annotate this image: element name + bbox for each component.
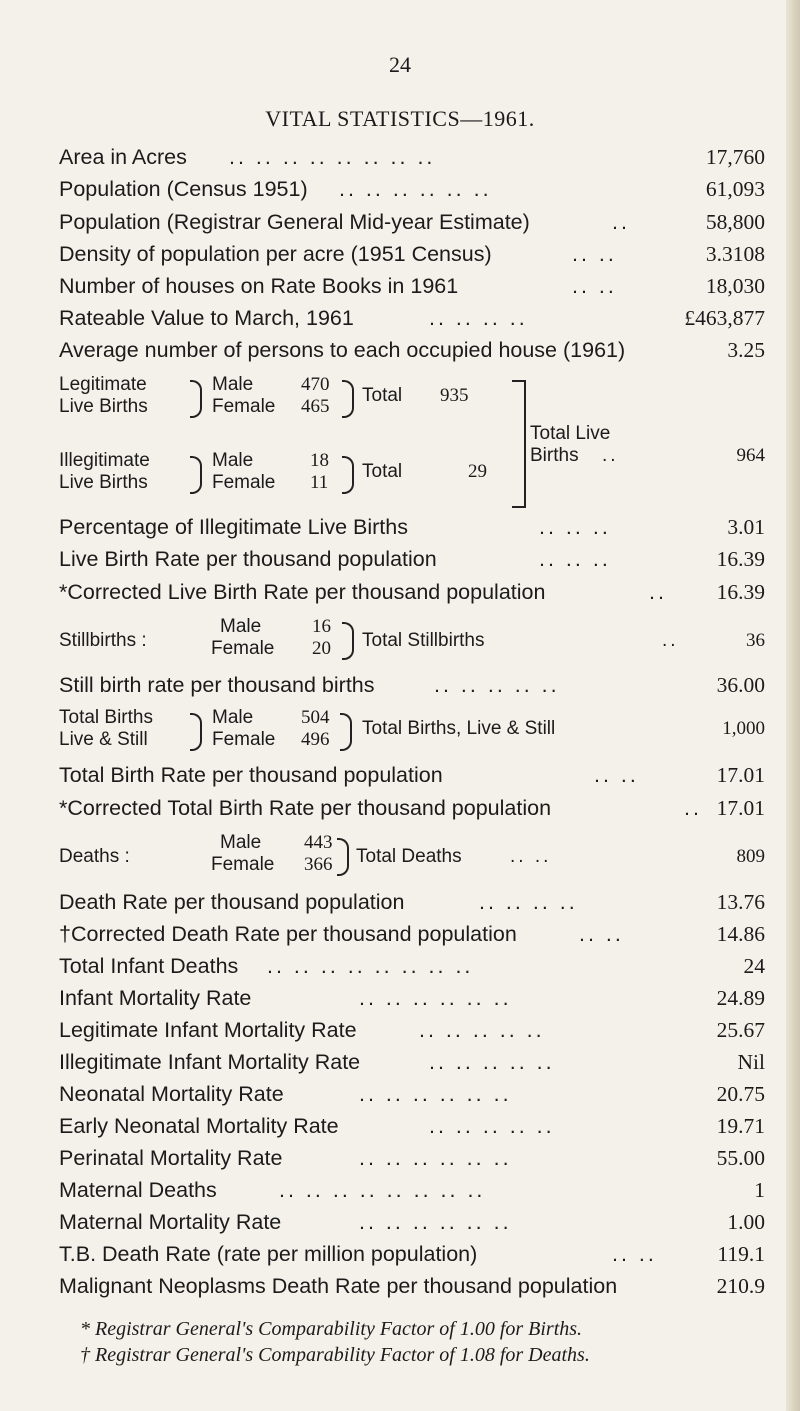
stat-value: 17,760: [705, 145, 765, 169]
stat-label: Early Neonatal Mortality Rate: [59, 1114, 339, 1138]
stat-value: 58,800: [705, 210, 765, 234]
stat-value: 19.71: [716, 1114, 765, 1138]
stat-row-early-neonatal-mortality: [59, 1114, 765, 1144]
legitimate-brace: [190, 380, 202, 418]
stat-value: 36.00: [716, 673, 765, 697]
stat-value: 3.3108: [705, 242, 765, 266]
stat-label: Average number of persons to each occupied house (1961): [59, 338, 626, 362]
stat-row-houses: [59, 274, 765, 304]
deaths-female-value: 366: [304, 854, 333, 875]
legitimate-male-label: Male: [212, 374, 254, 395]
legitimate-female-value: 465: [301, 396, 330, 417]
total-births-total-brace: [340, 713, 352, 751]
total-births-label: Total Births: [59, 707, 153, 728]
illegitimate-female-label: Female: [212, 472, 276, 493]
stat-row-maternal-deaths: [59, 1178, 765, 1208]
stat-label: Number of houses on Rate Books in 1961: [59, 274, 459, 298]
leader-dots: .. .. ..: [539, 515, 611, 539]
stat-label: Live Birth Rate per thousand population: [59, 547, 437, 571]
stat-label: †Corrected Death Rate per thousand population: [59, 922, 517, 946]
stat-row-corrected-live-birth-rate: [59, 580, 765, 610]
stat-row-live-birth-rate: [59, 547, 765, 577]
stat-value: 24.89: [716, 986, 765, 1010]
stat-row-tb-death-rate: [59, 1242, 765, 1272]
stillbirths-female-value: 20: [312, 638, 331, 659]
live-and-still-label: Live & Still: [59, 729, 148, 750]
leader-dots: .. ..: [572, 242, 617, 266]
legitimate-live-births-label: Live Births: [59, 396, 148, 417]
leader-dots: .. ..: [594, 763, 639, 787]
total-births-female-label: Female: [212, 729, 276, 750]
stat-value: 16.39: [716, 580, 765, 604]
stat-value: 25.67: [716, 1018, 765, 1042]
total-live-value: 964: [736, 445, 765, 466]
stat-label: Density of population per acre (1951 Census): [59, 242, 492, 266]
stat-label: Infant Mortality Rate: [59, 986, 252, 1010]
stat-row-maternal-mortality: [59, 1210, 765, 1240]
leader-dots: .. .. .. .. .. ..: [359, 1082, 512, 1106]
stat-row-infant-mortality-rate: [59, 986, 765, 1016]
total-births-brace: [190, 713, 202, 751]
deaths-total-label: Total Deaths: [356, 846, 462, 867]
stat-label: Legitimate Infant Mortality Rate: [59, 1018, 357, 1042]
leader-dots: .. .. .. ..: [429, 306, 528, 330]
total-births-total-label: Total Births, Live & Still: [362, 718, 556, 739]
stat-row-malignant-neoplasms: [59, 1274, 765, 1304]
stat-value: 13.76: [716, 890, 765, 914]
stat-row-corrected-total-birth-rate: [59, 796, 765, 826]
illegitimate-live-births-label: Live Births: [59, 472, 148, 493]
stat-label: T.B. Death Rate (rate per million population): [59, 1242, 478, 1266]
stat-row-total-infant-deaths: [59, 954, 765, 984]
stillbirths-label: Stillbirths :: [59, 630, 147, 651]
stillbirths-male-value: 16: [312, 616, 331, 637]
total-births-female-value: 496: [301, 729, 330, 750]
stat-value: 3.25: [727, 338, 765, 362]
legitimate-total-brace: [342, 380, 354, 418]
stat-value: 119.1: [717, 1242, 765, 1266]
stat-label: Population (Registrar General Mid-year Estimate): [59, 210, 530, 234]
stat-value: 14.86: [716, 922, 765, 946]
stat-label: Area in Acres: [59, 145, 187, 169]
total-live-bracket: [512, 380, 526, 508]
stat-label: *Corrected Total Birth Rate per thousand population: [59, 796, 552, 820]
leader-dots: .. .. ..: [539, 547, 611, 571]
stat-value: 1: [754, 1178, 765, 1202]
stat-row-population-estimate: [59, 210, 765, 240]
stat-label: Total Birth Rate per thousand population: [59, 763, 443, 787]
stat-label: Malignant Neoplasms Death Rate per thousand population: [59, 1274, 618, 1298]
total-live-label: Total Live: [530, 423, 611, 444]
stat-row-rateable-value: [59, 306, 765, 336]
deaths-male-label: Male: [220, 832, 262, 853]
deaths-male-value: 443: [304, 832, 333, 853]
illegitimate-total-brace: [342, 456, 354, 494]
illegitimate-male-value: 18: [310, 450, 329, 471]
stat-label: Perinatal Mortality Rate: [59, 1146, 283, 1170]
total-live-births-label: Births: [530, 445, 579, 466]
leader-dots: .. ..: [510, 846, 552, 867]
stat-value: 16.39: [716, 547, 765, 571]
stat-value: 210.9: [716, 1274, 765, 1298]
leader-dots: ..: [662, 630, 679, 651]
leader-dots: .. .. .. .. .. ..: [359, 1146, 512, 1170]
stat-value: 55.00: [716, 1146, 765, 1170]
legitimate-label: Legitimate: [59, 374, 147, 395]
leader-dots: .. .. .. .. ..: [434, 673, 560, 697]
illegitimate-brace: [190, 456, 202, 494]
stat-row-population-census: [59, 177, 765, 207]
stat-row-illegitimate-infant-mortality: [59, 1050, 765, 1080]
stat-row-still-birth-rate: [59, 673, 765, 703]
deaths-label: Deaths :: [59, 846, 130, 867]
legitimate-male-value: 470: [301, 374, 330, 395]
total-births-male-value: 504: [301, 707, 330, 728]
stillbirths-female-label: Female: [211, 638, 275, 659]
stat-value: 61,093: [705, 177, 765, 201]
stat-label: Maternal Mortality Rate: [59, 1210, 282, 1234]
leader-dots: .. .. .. ..: [479, 890, 578, 914]
stat-row-neonatal-mortality: [59, 1082, 765, 1112]
page-edge-shadow: [786, 0, 800, 1411]
stat-value: 17.01: [716, 763, 765, 787]
stillbirths-total-label: Total Stillbirths: [362, 630, 485, 651]
legitimate-female-label: Female: [212, 396, 276, 417]
stat-row-density: [59, 242, 765, 272]
stat-row-persons-per-house: [59, 338, 765, 368]
stillbirths-total-value: 36: [746, 630, 765, 651]
stat-label: Percentage of Illegitimate Live Births: [59, 515, 408, 539]
legitimate-total-value: 935: [440, 385, 469, 406]
footnote-deaths: † Registrar General's Comparability Factor of 1.08 for Deaths.: [80, 1344, 590, 1366]
deaths-female-label: Female: [211, 854, 275, 875]
stat-value: 17.01: [716, 796, 765, 820]
page-title: VITAL STATISTICS—1961.: [265, 106, 535, 131]
leader-dots: .. ..: [579, 922, 624, 946]
legitimate-total-label: Total: [362, 385, 403, 406]
stat-label: Death Rate per thousand population: [59, 890, 405, 914]
stat-value: £463,877: [684, 306, 765, 330]
stat-value: 20.75: [716, 1082, 765, 1106]
illegitimate-female-value: 11: [310, 472, 329, 493]
stat-label: Neonatal Mortality Rate: [59, 1082, 284, 1106]
leader-dots: .. ..: [612, 1242, 657, 1266]
leader-dots: .. .. .. .. .. ..: [339, 177, 492, 201]
stat-row-illegitimate-percentage: [59, 515, 765, 545]
footnote-births: * Registrar General's Comparability Factor of 1.00 for Births.: [80, 1318, 583, 1340]
leader-dots: .. .. .. .. .. ..: [359, 986, 512, 1010]
stat-row-legitimate-infant-mortality: [59, 1018, 765, 1048]
stat-row-total-birth-rate: [59, 763, 765, 793]
total-births-total-value: 1,000: [722, 718, 765, 739]
leader-dots: ..: [649, 580, 667, 604]
stat-label: Illegitimate Infant Mortality Rate: [59, 1050, 361, 1074]
leader-dots: .. .. .. .. ..: [429, 1050, 555, 1074]
illegitimate-total-label: Total: [362, 461, 403, 482]
stat-label: Maternal Deaths: [59, 1178, 217, 1202]
stat-row-death-rate: [59, 890, 765, 920]
leader-dots: .. .. .. .. .. .. .. ..: [267, 954, 474, 978]
stat-label: *Corrected Live Birth Rate per thousand population: [59, 580, 546, 604]
stat-label: Total Infant Deaths: [59, 954, 239, 978]
illegitimate-male-label: Male: [212, 450, 254, 471]
leader-dots: .. .. .. .. .. ..: [359, 1210, 512, 1234]
leader-dots: ..: [602, 445, 619, 466]
stat-value: Nil: [737, 1050, 765, 1074]
leader-dots: ..: [684, 796, 702, 820]
stat-label: Still birth rate per thousand births: [59, 673, 375, 697]
page-number: 24: [389, 52, 411, 77]
leader-dots: .. .. .. .. .. .. .. ..: [279, 1178, 486, 1202]
stat-value: 1.00: [727, 1210, 765, 1234]
leader-dots: .. .. .. .. .. .. .. ..: [229, 145, 436, 169]
stillbirths-brace: [342, 622, 354, 660]
leader-dots: .. .. .. .. ..: [419, 1018, 545, 1042]
stat-label: Rateable Value to March, 1961: [59, 306, 354, 330]
leader-dots: .. ..: [572, 274, 617, 298]
stat-value: 3.01: [727, 515, 765, 539]
deaths-total-value: 809: [736, 846, 765, 867]
leader-dots: .. .. .. .. ..: [429, 1114, 555, 1138]
illegitimate-total-value: 29: [468, 461, 487, 482]
illegitimate-label: Illegitimate: [59, 450, 150, 471]
stat-row-corrected-death-rate: [59, 922, 765, 952]
stat-value: 24: [743, 954, 765, 978]
stat-label: Population (Census 1951): [59, 177, 308, 201]
leader-dots: ..: [612, 210, 630, 234]
deaths-brace: [337, 838, 349, 876]
stat-row-area: [59, 145, 765, 175]
stat-value: 18,030: [705, 274, 765, 298]
stillbirths-male-label: Male: [220, 616, 262, 637]
stat-row-perinatal-mortality: [59, 1146, 765, 1176]
total-births-male-label: Male: [212, 707, 254, 728]
